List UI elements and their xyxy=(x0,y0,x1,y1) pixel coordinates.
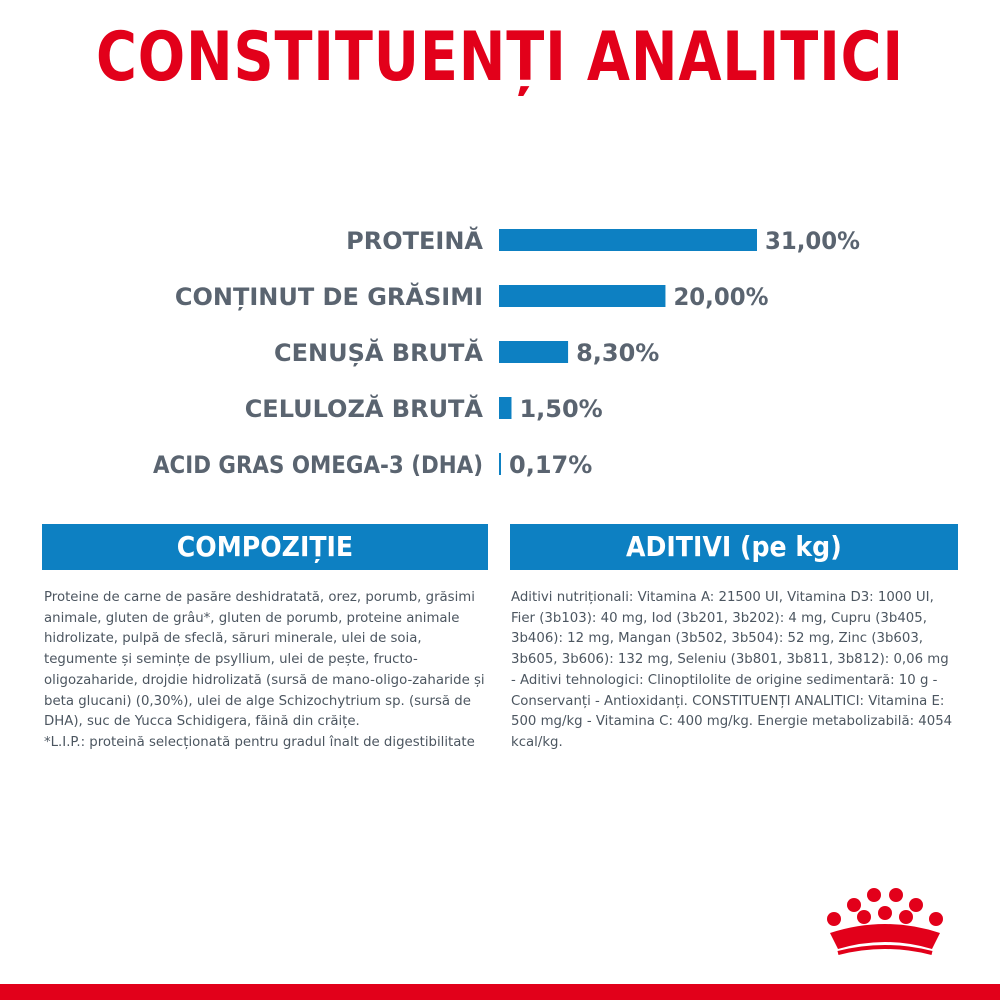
additives-list: Aditivi nutriționali: Vitamina A: 21500 UI, Vitamina D3: 1000 UI, Fier (3b103): 40 mg, Iod (3b201, 3b202): 4 mg, Cupru (3b405, 3b406): 12 mg, Mangan (3b502, 3b504): 52 mg, Zinc (3b603, 3b605, 3b606): 132 mg, Seleniu (3b801, 3b811, 3b812): 0,06 mg - Aditivi tehnologici: Clinoptilolite de origine sedimentară: 10 g - Conservanți - Antioxidanți. CONSTITUENȚI ANALITICI: Vitamina E: 500 mg/kg - Vitamina C: 400 mg/kg. Energie metabolizabilă: 4054 kcal/kg. xyxy=(511,590,953,750)
bar xyxy=(499,341,568,363)
composition-header xyxy=(42,524,488,570)
composition-header-label: COMPOZIȚIE xyxy=(176,530,354,563)
value-label: 0,17% xyxy=(509,451,593,479)
bar xyxy=(499,453,501,475)
additives-text xyxy=(511,588,957,754)
value-label: 1,50% xyxy=(519,395,603,423)
category-label: CELULOZĂ BRUTĂ xyxy=(244,395,483,423)
value-label: 20,00% xyxy=(673,283,769,311)
bar xyxy=(499,397,511,419)
additives-header xyxy=(510,524,958,570)
category-label: CENUȘĂ BRUTĂ xyxy=(273,339,483,367)
value-label: 31,00% xyxy=(765,227,860,255)
additives-header-label: ADITIVI (pe kg) xyxy=(626,530,842,563)
category-label: CONȚINUT DE GRĂSIMI xyxy=(174,283,483,311)
bar xyxy=(499,285,665,307)
analytical-constituents-chart xyxy=(0,205,1000,495)
composition-ingredients: Proteine de carne de pasăre deshidratată, orez, porumb, grăsimi animale, gluten de grâu*, gluten de porumb, proteine animale hidrolizate, pulpă de sfeclă, săruri minerale, ulei de soia, tegumente și semințe de psyllium, ulei de pește, fructo-oligozaharide, drojdie hidrolizată (sursă de mano-oligo-zaharide și beta glucani) (0,30%), ulei de alge Schizochytrium sp. (sursă de DHA), suc de Yucca Schidigera, făină din crăițe. xyxy=(44,590,485,730)
page-title: CONSTITUENȚI ANALITICI xyxy=(96,18,904,97)
composition-footnote: *L.I.P.: proteină selecționată pentru gradul înalt de digestibilitate xyxy=(44,734,475,750)
bottom-brand-stripe xyxy=(0,984,1000,1000)
value-label: 8,30% xyxy=(576,339,660,367)
category-label: ACID GRAS OMEGA-3 (DHA) xyxy=(153,451,483,479)
crown-logo-icon xyxy=(820,887,960,967)
bar xyxy=(499,229,757,251)
category-label: PROTEINĂ xyxy=(346,227,483,255)
composition-text xyxy=(44,588,488,754)
